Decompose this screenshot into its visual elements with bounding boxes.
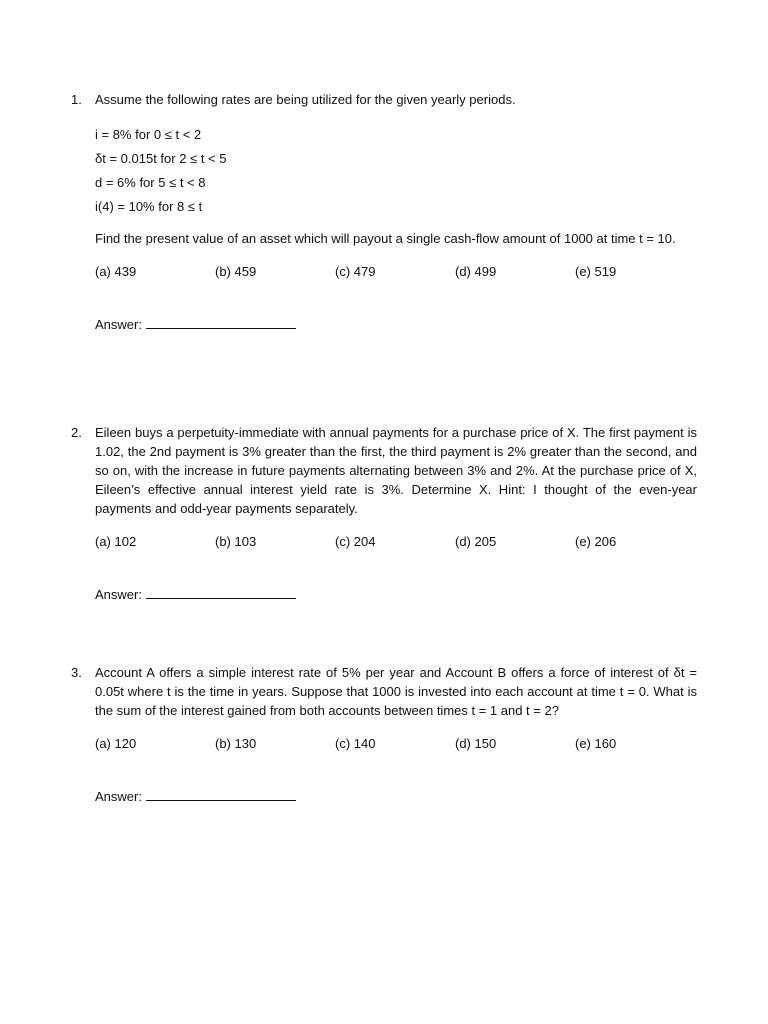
- answer-blank[interactable]: [146, 585, 296, 599]
- choice-c: (c) 140: [335, 736, 376, 751]
- choice-d: (d) 499: [455, 264, 497, 279]
- choice-e: (e) 206: [575, 534, 617, 549]
- choice-b: (b) 130: [215, 736, 257, 751]
- choice-a: (a) 439: [95, 264, 137, 279]
- choice-list: [95, 262, 697, 281]
- rate-line: d = 6% for 5 ≤ t < 8: [95, 175, 206, 190]
- choice-e: (e) 160: [575, 736, 617, 751]
- choice-a: (a) 102: [95, 534, 137, 549]
- answer-blank[interactable]: [146, 315, 296, 329]
- answer-label: Answer:: [95, 587, 142, 602]
- rate-list: [95, 123, 697, 219]
- question-1: [71, 90, 697, 334]
- rate-line: i(4) = 10% for 8 ≤ t: [95, 199, 203, 214]
- rate-line: δt = 0.015t for 2 ≤ t < 5: [95, 151, 227, 166]
- question-2: [71, 423, 697, 604]
- question-text: Account A offers a simple interest rate of 5% per year and Account B offers a force of interest of δt = 0.05t where t is the time in years. Suppose that 1000 is invested into each account at time t = 0. What is the sum of the interest gained from both accounts between times t = 1 and t = 2?: [95, 665, 697, 718]
- answer-line: [95, 315, 697, 334]
- choice-b: (b) 103: [215, 534, 257, 549]
- answer-label: Answer:: [95, 789, 142, 804]
- choice-d: (d) 205: [455, 534, 497, 549]
- choice-list: [95, 734, 697, 753]
- answer-line: [95, 787, 697, 806]
- rate-line: i = 8% for 0 ≤ t < 2: [95, 127, 202, 142]
- answer-label: Answer:: [95, 317, 142, 332]
- answer-blank[interactable]: [146, 787, 296, 801]
- choice-b: (b) 459: [215, 264, 257, 279]
- choice-d: (d) 150: [455, 736, 497, 751]
- choice-e: (e) 519: [575, 264, 617, 279]
- question-number: 1.: [71, 92, 82, 107]
- choice-c: (c) 204: [335, 534, 376, 549]
- question-number: 3.: [71, 665, 82, 680]
- answer-line: [95, 585, 697, 604]
- question-number: 2.: [71, 425, 82, 440]
- question-intro: Assume the following rates are being utilized for the given yearly periods.: [95, 92, 516, 107]
- choice-c: (c) 479: [335, 264, 376, 279]
- choice-a: (a) 120: [95, 736, 137, 751]
- question-text: Find the present value of an asset which will payout a single cash-flow amount of 1000 at time t = 10.: [95, 231, 676, 246]
- question-text: Eileen buys a perpetuity-immediate with annual payments for a purchase price of X. The first payment is 1.02, the 2nd payment is 3% greater than the first, the third payment is 2% greater than the second, and so on, with the increase in future payments alternating between 3% and 2%. At the purchase price of X, Eileen’s effective annual interest yield rate is 3%. Determine X. Hint: I thought of the even-year payments and odd-year payments separately.: [95, 425, 697, 516]
- question-3: [71, 663, 697, 806]
- choice-list: [95, 532, 697, 551]
